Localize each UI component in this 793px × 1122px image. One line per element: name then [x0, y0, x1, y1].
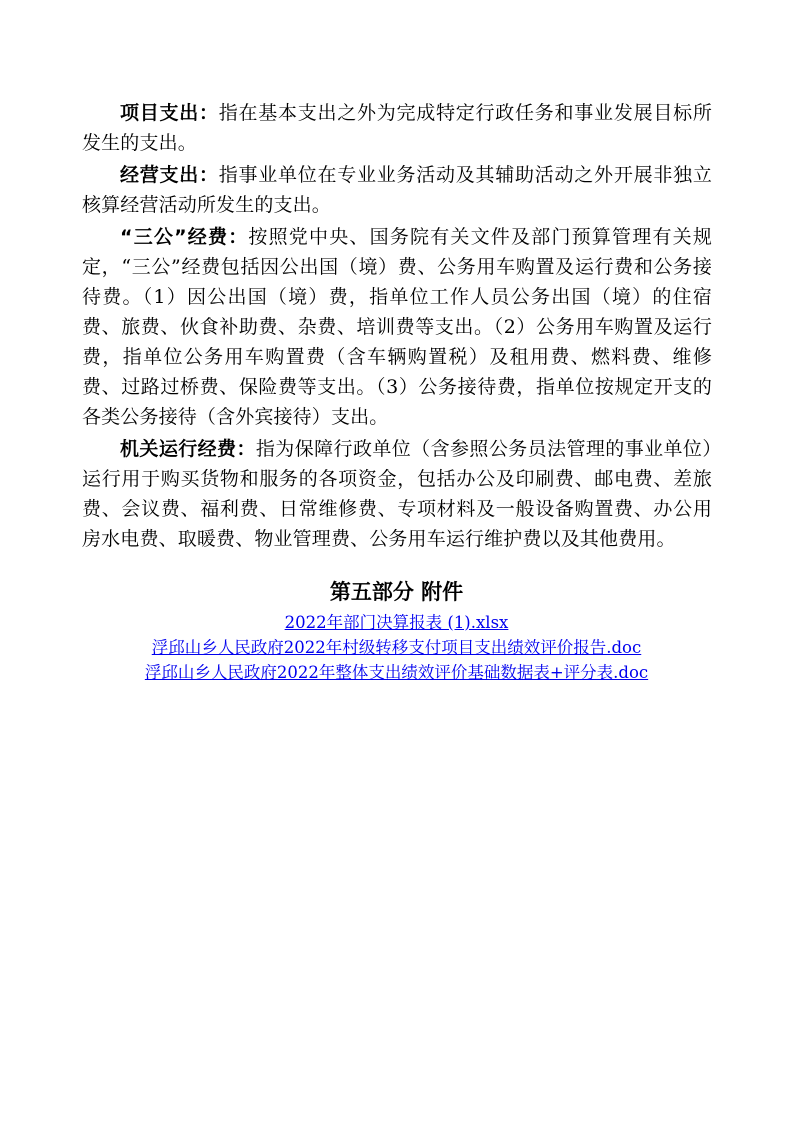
definition-text: 按照党中央、国务院有关文件及部门预算管理有关规定，“三公”经费包括因公出国（境）费、公务用车购置及运行费和公务接待费。（1）因公出国（境）费，指单位工作人员公务出国（境）的住宿费、旅费、伙食补助费、杂费、培训费等支出。（2）公务用车购置及运行费，指单位公务用车购置费（含车辆购置税）及租用费、燃料费、维修费、过路过桥费、保险费等支出。（3）公务接待费，指单位按规定开支的各类公务接待（含外宾接待）支出。: [82, 226, 713, 428]
definition-three-public-expenses: [82, 222, 712, 432]
definition-text: 指在基本支出之外为完成特定行政任务和事业发展目标所发生的支出。: [82, 102, 712, 154]
attachment-list: [0, 610, 793, 685]
definition-term: 项目支出：: [120, 102, 219, 124]
attachment-link-village-transfer-report[interactable]: 浮邱山乡人民政府2022年村级转移支付项目支出绩效评价报告.doc: [151, 638, 642, 657]
section-title-attachments: 第五部分 附件: [329, 580, 464, 604]
definition-text: 指事业单位在专业业务活动及其辅助活动之外开展非独立核算经营活动所发生的支出。: [82, 164, 712, 216]
definitions-section: [82, 98, 712, 556]
definition-text: 指为保障行政单位（含参照公务员法管理的事业单位）运行用于购买货物和服务的各项资金，包括办公及印刷费、邮电费、差旅费、会议费、福利费、日常维修费、专项材料及一般设备购置费、办公用房水电费、取暖费、物业管理费、公务用车运行维护费以及其他费用。: [82, 438, 712, 550]
definition-agency-operating-expenses: [82, 434, 712, 554]
attachment-link-overall-evaluation-tables[interactable]: 浮邱山乡人民政府2022年整体支出绩效评价基础数据表+评分表.doc: [144, 663, 649, 682]
definition-operating-expenditure: [82, 160, 712, 220]
definition-term: 经营支出：: [120, 164, 219, 186]
attachment-link-final-accounts-xlsx[interactable]: 2022年部门决算报表 (1).xlsx: [284, 613, 509, 632]
definition-term: “三公”经费：: [120, 226, 249, 248]
definition-project-expenditure: [82, 98, 712, 158]
definition-term: 机关运行经费：: [120, 438, 256, 460]
